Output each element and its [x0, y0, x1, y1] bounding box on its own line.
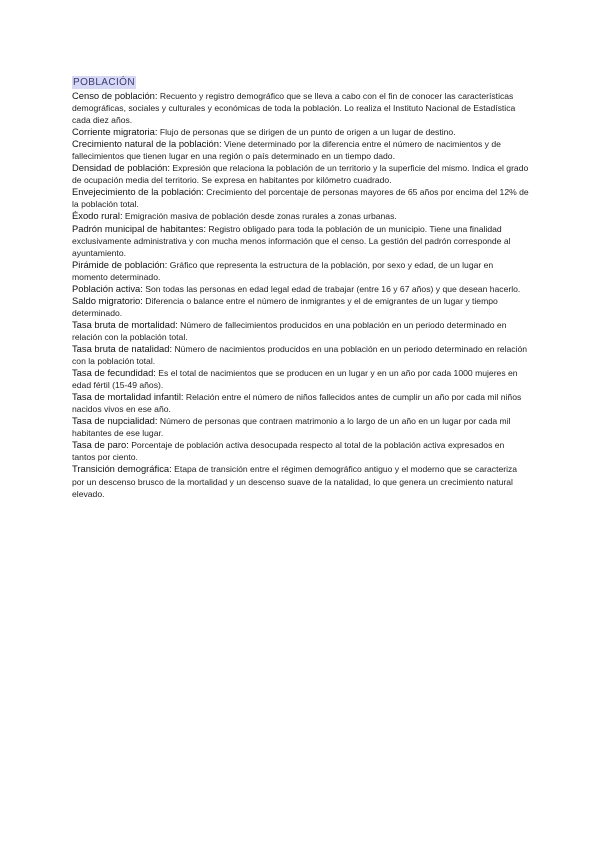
- glossary-entry: [72, 295, 530, 319]
- glossary-definition: Es el total de nacimientos que se producen en un lugar y en un año por cada 1000 mujeres en edad fértil (15-49 años).: [72, 368, 518, 391]
- glossary-term: Éxodo rural:: [72, 210, 123, 222]
- glossary-definition: Número de nacimientos producidos en una población en un periodo determinado en relación con la población total.: [72, 343, 528, 367]
- glossary-term: Tasa bruta de mortalidad:: [72, 318, 178, 330]
- glossary-term: Tasa de nupcialidad:: [72, 415, 158, 427]
- glossary-definition: Número de personas que contraen matrimonio a lo largo de un año en un lugar por cada mil habitantes de ese lugar.: [72, 416, 511, 439]
- glossary-term: Tasa de mortalidad infantil:: [72, 391, 184, 403]
- glossary-term: Tasa de paro:: [72, 439, 129, 451]
- glossary-term: Población activa:: [72, 282, 143, 294]
- glossary-entry: [72, 126, 530, 138]
- glossary-entry: [72, 463, 530, 499]
- glossary-definition: Crecimiento del porcentaje de personas mayores de 65 años por encima del 12% de la población total.: [72, 187, 529, 210]
- glossary-entry: [72, 223, 530, 259]
- document-page: [72, 72, 530, 500]
- glossary-entry: [72, 439, 530, 463]
- glossary-definition: Registro obligado para toda la población de un municipio. Tiene una finalidad exclusivamente administrativa y con mucha menos información que el censo. La gestión del padrón corresponde al ayuntamiento.: [72, 223, 511, 258]
- glossary-entry: [72, 138, 530, 162]
- glossary-definition: Número de fallecimientos producidos en una población en un periodo determinado en relación con la población total.: [72, 319, 507, 342]
- glossary-definition: Flujo de personas que se dirigen de un punto de origen a un lugar de destino.: [157, 127, 456, 138]
- glossary-definition: Relación entre el número de niños fallecidos antes de cumplir un año por cada mil niños nacidos vivos en ese año.: [72, 392, 522, 415]
- glossary-entry: [72, 283, 530, 295]
- glossary-list: [72, 90, 530, 500]
- glossary-entry: [72, 415, 530, 439]
- glossary-entry: [72, 210, 530, 222]
- glossary-term: Saldo migratorio:: [72, 294, 143, 306]
- glossary-entry: [72, 90, 530, 126]
- glossary-definition: Emigración masiva de población desde zonas rurales a zonas urbanas.: [122, 211, 397, 222]
- glossary-definition: Viene determinado por la diferencia entre el número de nacimientos y de fallecimientos que tienen lugar en una región o país determinado en un tiempo dado.: [72, 139, 501, 162]
- glossary-definition: Etapa de transición entre el régimen demográfico antiguo y el moderno que se caracteriza por un descenso brusco de la mortalidad y un descenso suave de la natalidad, lo que genera un crecimiento natural elevado.: [72, 464, 518, 499]
- glossary-entry: [72, 367, 530, 391]
- glossary-term: Padrón municipal de habitantes:: [72, 222, 206, 234]
- glossary-term: Pirámide de población:: [72, 258, 168, 270]
- glossary-definition: Son todas las personas en edad legal edad de trabajar (entre 16 y 67 años) y que desean hacerlo.: [142, 283, 521, 294]
- glossary-term: Tasa bruta de natalidad:: [72, 342, 173, 354]
- glossary-term: Transición demográfica:: [72, 463, 172, 475]
- page-title: POBLACIÓN: [73, 77, 135, 88]
- glossary-definition: Expresión que relaciona la población de un territorio y la superficie del mismo. Indica el grado de ocupación media del territorio. Se expresa en habitantes por kilómetro cuadrado.: [72, 163, 529, 186]
- glossary-term: Crecimiento natural de la población:: [72, 138, 222, 150]
- glossary-entry: [72, 259, 530, 283]
- glossary-definition: Diferencia o balance entre el número de inmigrantes y el de emigrantes de un lugar y tiempo determinado.: [72, 295, 498, 318]
- glossary-term: Corriente migratoria:: [72, 126, 158, 138]
- glossary-term: Densidad de población:: [72, 162, 170, 174]
- glossary-entry: [72, 343, 530, 367]
- glossary-entry: [72, 319, 530, 343]
- glossary-entry: [72, 391, 530, 415]
- glossary-entry: [72, 186, 530, 210]
- glossary-term: Envejecimiento de la población:: [72, 186, 204, 198]
- glossary-definition: Recuento y registro demográfico que se lleva a cabo con el fin de conocer las características demográficas, sociales y culturales y económicas de toda la población. Lo realiza el Instituto Nacional de Estadística cada diez años.: [72, 91, 516, 126]
- glossary-definition: Gráfico que representa la estructura de la población, por sexo y edad, de un lugar en momento determinado.: [72, 259, 494, 282]
- glossary-entry: [72, 162, 530, 186]
- glossary-term: Tasa de fecundidad:: [72, 367, 156, 379]
- glossary-term: Censo de población:: [72, 90, 158, 101]
- glossary-definition: Porcentaje de población activa desocupada respecto al total de la población activa expresados en tantos por ciento.: [72, 440, 505, 463]
